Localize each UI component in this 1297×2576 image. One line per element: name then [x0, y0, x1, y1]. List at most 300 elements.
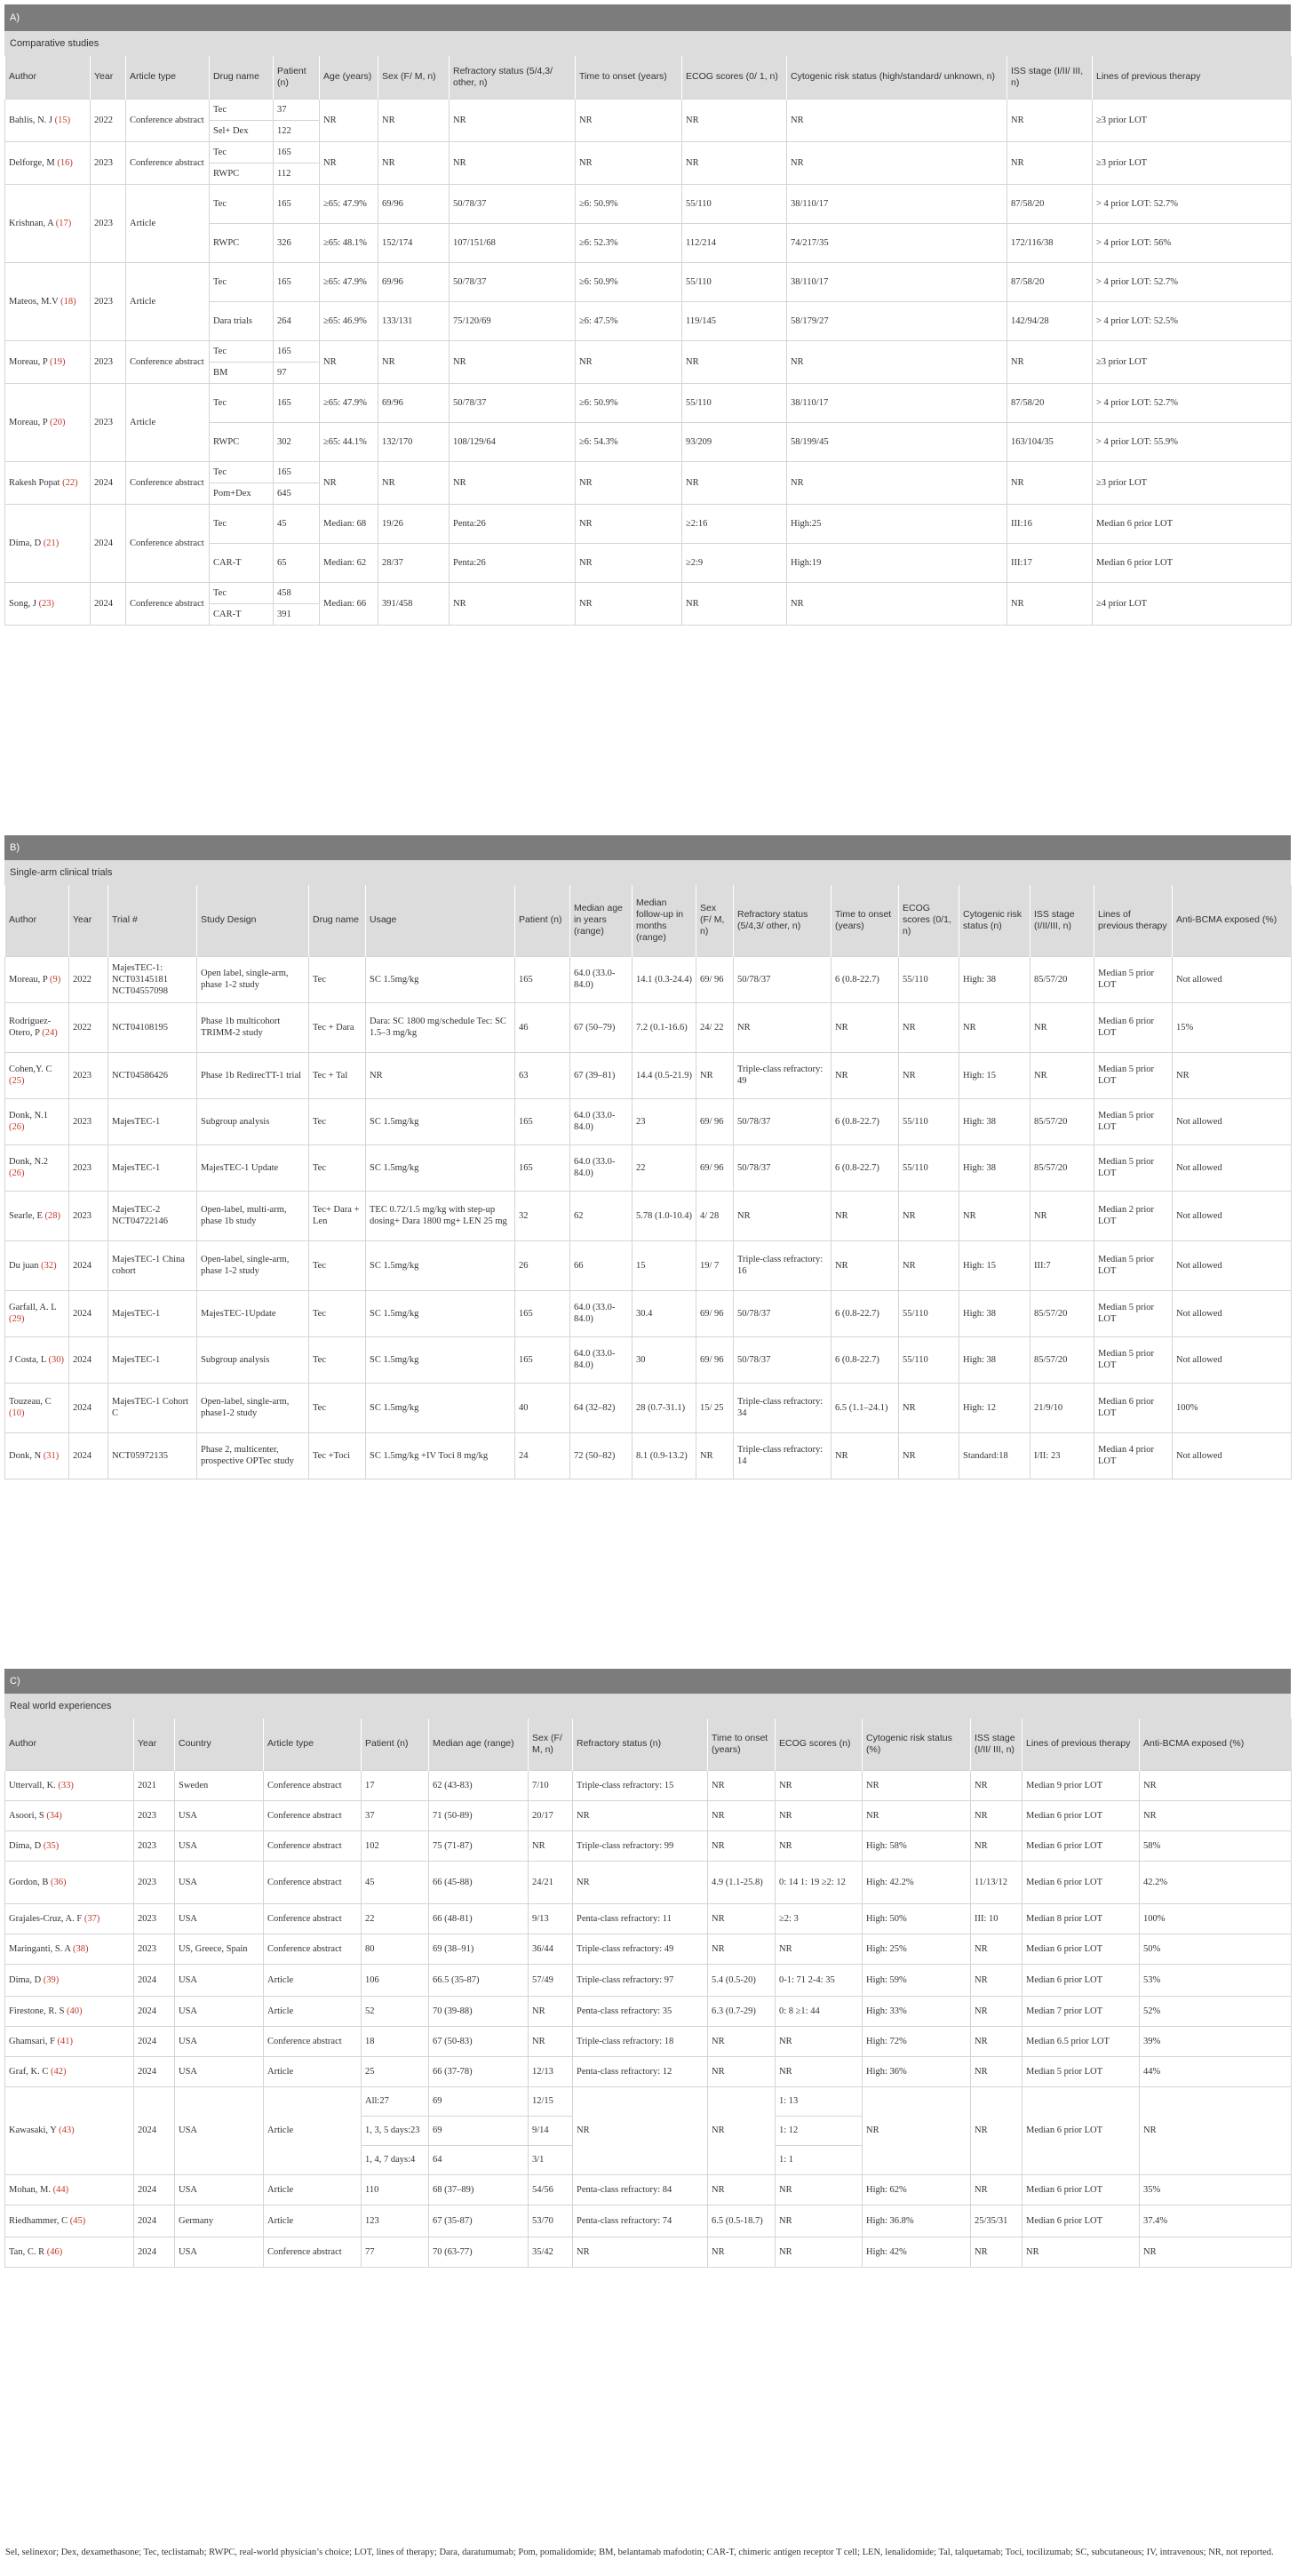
drug-name-cell: RWPC	[210, 223, 274, 262]
drug-name-cell: Dara trials	[210, 301, 274, 340]
table-row	[5, 1191, 1292, 1240]
table-cell: 5.4 (0.5-20)	[708, 1964, 776, 1996]
table-row	[5, 1336, 1292, 1383]
table-cell: 85/57/20	[1030, 1098, 1094, 1144]
table-cell: ≥6: 47.5%	[576, 301, 682, 340]
table-cell: NR	[708, 1830, 776, 1861]
table-cell: NR	[971, 1996, 1022, 2026]
author-name: Riedhammer, C	[9, 2215, 70, 2226]
table-cell: SC 1.5mg/kg	[366, 1336, 515, 1383]
author-cell	[5, 262, 91, 340]
reference-link[interactable]: (21)	[43, 538, 60, 548]
table-cell: 69/96	[378, 184, 450, 223]
table-cell: 45	[362, 1861, 429, 1903]
table-cell: Tec	[309, 1144, 366, 1191]
table-a	[4, 56, 1292, 626]
table-cell: Not allowed	[1173, 1191, 1292, 1240]
column-header: Lines of previous therapy	[1093, 56, 1292, 99]
reference-link[interactable]: (44)	[52, 2184, 69, 2195]
patient-cell: 112	[274, 163, 320, 184]
table-cell: 2023	[134, 1800, 175, 1830]
table-cell: 69/ 96	[696, 1336, 734, 1383]
table-cell: 50/78/37	[734, 956, 832, 1002]
table-cell: NR	[899, 1432, 959, 1479]
table-cell: 4/ 28	[696, 1191, 734, 1240]
reference-link[interactable]: (9)	[49, 974, 61, 985]
panel-b	[4, 835, 1291, 1479]
table-cell: High: 62%	[863, 2174, 971, 2205]
reference-link[interactable]: (23)	[38, 598, 55, 609]
reference-link[interactable]: (37)	[84, 1913, 100, 1924]
table-cell: Conference abstract	[264, 1830, 362, 1861]
table-cell: 6 (0.8-22.7)	[832, 956, 899, 1002]
column-header: Refractory status (5/4,3/ other, n)	[450, 56, 576, 99]
table-cell: USA	[175, 1903, 264, 1934]
table-cell: NR	[1140, 2086, 1292, 2174]
table-cell: Not allowed	[1173, 1290, 1292, 1336]
table-cell: 123	[362, 2205, 429, 2237]
table-cell: 70 (39-88)	[429, 1996, 529, 2026]
table-cell: Median 6 prior LOT	[1022, 2174, 1140, 2205]
table-row	[5, 956, 1292, 1002]
reference-link[interactable]: (19)	[49, 356, 66, 367]
table-cell: High: 50%	[863, 1903, 971, 1934]
reference-link[interactable]: (42)	[50, 2066, 67, 2077]
table-cell: 66	[570, 1240, 633, 1290]
table-cell: 68 (37–89)	[429, 2174, 529, 2205]
author-name: Mohan, M.	[9, 2184, 53, 2195]
reference-link[interactable]: (39)	[43, 1974, 60, 1985]
table-cell: Not allowed	[1173, 1336, 1292, 1383]
table-cell: > 4 prior LOT: 56%	[1093, 223, 1292, 262]
table-cell: MajesTEC-1	[108, 1144, 197, 1191]
table-cell: 69 (38–91)	[429, 1934, 529, 1964]
table-cell: Median 6 prior LOT	[1022, 1800, 1140, 1830]
table-row	[5, 1830, 1292, 1861]
table-cell: 36/44	[529, 1934, 573, 1964]
table-cell: 2024	[69, 1240, 108, 1290]
table-cell: NR	[320, 141, 378, 184]
table-cell: 69	[429, 2116, 529, 2145]
table-cell: High:25	[787, 504, 1007, 543]
author-cell	[5, 1002, 69, 1052]
author-name: Graf, K. C	[9, 2066, 51, 2077]
table-cell: Conference abstract	[264, 2026, 362, 2056]
table-cell: NR	[787, 461, 1007, 504]
year-cell: 2023	[91, 340, 126, 383]
table-cell: High: 38	[959, 1098, 1030, 1144]
table-cell: 30.4	[633, 1290, 696, 1336]
table-cell: ≥65: 47.9%	[320, 383, 378, 422]
drug-name-cell: BM	[210, 362, 274, 383]
table-cell: 2022	[69, 956, 108, 1002]
author-cell	[5, 2205, 134, 2237]
table-cell: Tec	[309, 956, 366, 1002]
column-header: Drug name	[309, 885, 366, 956]
table-cell: Median 5 prior LOT	[1094, 1144, 1173, 1191]
table-cell: 50/78/37	[734, 1290, 832, 1336]
author-name: Asoori, S	[9, 1810, 47, 1821]
table-cell: Conference abstract	[264, 1861, 362, 1903]
table-cell: NR	[529, 1830, 573, 1861]
table-row	[5, 1861, 1292, 1903]
table-cell: Median 8 prior LOT	[1022, 1903, 1140, 1934]
table-cell: NR	[776, 1770, 863, 1800]
column-header: Time to onset (years)	[708, 1719, 776, 1770]
table-cell: NR	[1022, 2237, 1140, 2267]
table-cell: Not allowed	[1173, 956, 1292, 1002]
table-cell: NR	[576, 141, 682, 184]
author-name: Delforge, M	[9, 157, 58, 168]
year-cell: 2024	[91, 461, 126, 504]
column-header: Author	[5, 56, 91, 99]
reference-link[interactable]: (43)	[59, 2125, 75, 2135]
table-cell: 100%	[1140, 1903, 1292, 1934]
table-cell: Dara: SC 1800 mg/schedule Tec: SC 1.5–3 mg/kg	[366, 1002, 515, 1052]
table-row	[5, 99, 1292, 120]
table-cell: NR	[708, 2026, 776, 2056]
reference-link[interactable]: (40)	[67, 2006, 83, 2016]
table-cell: 66 (45-88)	[429, 1861, 529, 1903]
table-cell: 85/57/20	[1030, 1290, 1094, 1336]
table-cell: NR	[787, 99, 1007, 141]
table-cell: NR	[787, 141, 1007, 184]
table-cell: NR	[529, 2026, 573, 2056]
table-cell: MajesTEC-1 Cohort C	[108, 1383, 197, 1432]
reference-link[interactable]: (17)	[55, 218, 72, 228]
table-cell: Subgroup analysis	[197, 1336, 309, 1383]
table-cell: NR	[708, 2174, 776, 2205]
table-b	[4, 885, 1292, 1479]
year-cell: 2024	[91, 582, 126, 625]
table-cell: NR	[708, 1800, 776, 1830]
table-cell: NR	[708, 1934, 776, 1964]
table-cell: 85/57/20	[1030, 956, 1094, 1002]
reference-link[interactable]: (25)	[9, 1076, 25, 1086]
reference-link[interactable]: (35)	[43, 1840, 60, 1851]
table-cell: High: 25%	[863, 1934, 971, 1964]
author-cell	[5, 1770, 134, 1800]
column-header: Drug name	[210, 56, 274, 99]
author-name: Kawasaki, Y	[9, 2125, 60, 2135]
table-row	[5, 1144, 1292, 1191]
table-cell: Median 6 prior LOT	[1022, 1964, 1140, 1996]
table-cell: 75/120/69	[450, 301, 576, 340]
drug-name-cell: Sel+ Dex	[210, 120, 274, 141]
table-cell: 87/58/20	[1007, 383, 1093, 422]
table-cell: 85/57/20	[1030, 1336, 1094, 1383]
table-cell: Not allowed	[1173, 1098, 1292, 1144]
table-cell: Median 5 prior LOT	[1094, 1240, 1173, 1290]
table-cell: USA	[175, 2086, 264, 2174]
table-cell: Tec	[309, 1098, 366, 1144]
author-name: Grajales-Cruz, A. F	[9, 1913, 84, 1924]
author-name: Touzeau, C	[9, 1397, 52, 1407]
table-c	[4, 1719, 1292, 2268]
table-cell: 2023	[69, 1144, 108, 1191]
table-cell: 23	[633, 1098, 696, 1144]
reference-link[interactable]: (33)	[58, 1780, 74, 1790]
table-cell: ≥65: 44.1%	[320, 422, 378, 461]
patient-cell: 65	[274, 543, 320, 582]
panel-c-title: Real world experiences	[4, 1694, 1291, 1719]
table-cell: NR	[682, 340, 787, 383]
table-cell: 2023	[134, 1861, 175, 1903]
table-cell: NR	[776, 2237, 863, 2267]
table-cell: NR	[1007, 461, 1093, 504]
table-cell: 64.0 (33.0-84.0)	[570, 1290, 633, 1336]
author-name: Donk, N	[9, 1450, 44, 1461]
table-cell: 57/49	[529, 1964, 573, 1996]
column-header: ECOG scores (0/ 1, n)	[682, 56, 787, 99]
table-cell: 0: 8 ≥1: 44	[776, 1996, 863, 2026]
table-cell: Conference abstract	[264, 1770, 362, 1800]
table-row	[5, 2237, 1292, 2267]
table-cell: MajesTEC-2 NCT04722146	[108, 1191, 197, 1240]
table-cell: TEC 0.72/1.5 mg/kg with step-up dosing+ Dara 1800 mg+ LEN 25 mg	[366, 1191, 515, 1240]
table-row	[5, 1290, 1292, 1336]
table-cell: 22	[362, 1903, 429, 1934]
table-cell: 37.4%	[1140, 2205, 1292, 2237]
reference-link[interactable]: (20)	[49, 417, 66, 427]
table-cell: 2024	[69, 1336, 108, 1383]
reference-link[interactable]: (29)	[9, 1314, 25, 1324]
author-cell	[5, 1290, 69, 1336]
table-cell: NR	[708, 2237, 776, 2267]
drug-name-cell: Tec	[210, 383, 274, 422]
table-cell: ≥6: 52.3%	[576, 223, 682, 262]
table-cell: 22	[633, 1144, 696, 1191]
author-name: Donk, N.2	[9, 1157, 49, 1167]
table-cell: 64.0 (33.0-84.0)	[570, 1336, 633, 1383]
table-cell: 67 (35-87)	[429, 2205, 529, 2237]
table-cell: Penta:26	[450, 543, 576, 582]
reference-link[interactable]: (15)	[54, 115, 71, 125]
table-cell: NR	[776, 1934, 863, 1964]
author-name: Gordon, B	[9, 1877, 51, 1887]
table-cell: 64 (32–82)	[570, 1383, 633, 1432]
author-name: Rakesh Popat	[9, 477, 63, 488]
table-row	[5, 2205, 1292, 2237]
table-cell: NR	[450, 582, 576, 625]
table-cell: Tec+ Dara + Len	[309, 1191, 366, 1240]
column-header: Lines of previous therapy	[1022, 1719, 1140, 1770]
table-cell: Median 5 prior LOT	[1094, 1098, 1173, 1144]
table-cell: Penta-class refractory: 35	[573, 1996, 708, 2026]
author-cell	[5, 2026, 134, 2056]
table-cell: NR	[1030, 1191, 1094, 1240]
table-cell: 1: 1	[776, 2145, 863, 2174]
patient-cell: 45	[274, 504, 320, 543]
table-cell: Median 6 prior LOT	[1022, 1861, 1140, 1903]
table-cell: NR	[899, 1383, 959, 1432]
author-cell	[5, 1996, 134, 2026]
table-row	[5, 2174, 1292, 2205]
table-cell: NR	[899, 1002, 959, 1052]
table-cell: High: 59%	[863, 1964, 971, 1996]
patient-cell: 165	[274, 383, 320, 422]
table-cell: NR	[450, 99, 576, 141]
table-cell: 50/78/37	[450, 262, 576, 301]
table-cell: III:16	[1007, 504, 1093, 543]
table-cell: High: 36%	[863, 2056, 971, 2086]
table-cell: Triple-class refractory: 14	[734, 1432, 832, 1479]
reference-link[interactable]: (24)	[42, 1028, 58, 1038]
table-cell: 9/14	[529, 2116, 573, 2145]
table-cell: USA	[175, 2174, 264, 2205]
drug-name-cell: RWPC	[210, 163, 274, 184]
column-header: Patient (n)	[274, 56, 320, 99]
table-cell: 6 (0.8-22.7)	[832, 1290, 899, 1336]
table-cell: 2024	[69, 1383, 108, 1432]
table-row	[5, 1903, 1292, 1934]
author-cell	[5, 1336, 69, 1383]
table-cell: Not allowed	[1173, 1432, 1292, 1479]
table-cell: 119/145	[682, 301, 787, 340]
author-cell	[5, 956, 69, 1002]
table-cell: NR	[576, 543, 682, 582]
table-row	[5, 582, 1292, 603]
table-cell: MajesTEC-1Update	[197, 1290, 309, 1336]
table-cell: 18	[362, 2026, 429, 2056]
table-cell: Median 6 prior LOT	[1022, 1830, 1140, 1861]
table-cell: 132/170	[378, 422, 450, 461]
author-cell	[5, 461, 91, 504]
table-cell: Conference abstract	[264, 1934, 362, 1964]
reference-link[interactable]: (16)	[57, 157, 73, 168]
reference-link[interactable]: (34)	[46, 1810, 62, 1821]
table-cell: 2024	[69, 1290, 108, 1336]
table-cell: High: 36.8%	[863, 2205, 971, 2237]
author-cell	[5, 1830, 134, 1861]
table-cell: NR	[378, 99, 450, 141]
table-cell: 110	[362, 2174, 429, 2205]
column-header: Author	[5, 885, 69, 956]
table-cell: 55/110	[899, 956, 959, 1002]
reference-link[interactable]: (22)	[62, 477, 78, 488]
table-cell: NR	[573, 2086, 708, 2174]
table-cell: NR	[863, 1770, 971, 1800]
column-header: Trial #	[108, 885, 197, 956]
reference-link[interactable]: (30)	[48, 1354, 65, 1365]
table-cell: 165	[515, 956, 570, 1002]
table-cell: MajesTEC-1 China cohort	[108, 1240, 197, 1290]
table-cell: Article	[264, 2086, 362, 2174]
table-cell: 15	[633, 1240, 696, 1290]
reference-link[interactable]: (31)	[43, 1450, 60, 1461]
table-cell: NR	[573, 1800, 708, 1830]
table-cell: NR	[971, 2086, 1022, 2174]
patient-cell: 165	[274, 141, 320, 163]
reference-link[interactable]: (28)	[44, 1210, 61, 1221]
table-cell: 5.78 (1.0-10.4)	[633, 1191, 696, 1240]
column-header: Cytogenic risk status (%)	[863, 1719, 971, 1770]
table-cell: NR	[832, 1052, 899, 1098]
table-cell: NR	[378, 461, 450, 504]
table-cell: 39%	[1140, 2026, 1292, 2056]
table-cell: Penta-class refractory: 11	[573, 1903, 708, 1934]
drug-name-cell: Tec	[210, 340, 274, 362]
reference-link[interactable]: (26)	[9, 1122, 25, 1132]
table-row	[5, 262, 1292, 301]
author-name: Mateos, M.V	[9, 296, 61, 307]
patient-cell: 37	[274, 99, 320, 120]
reference-link[interactable]: (36)	[50, 1877, 67, 1887]
table-cell: NR	[863, 1800, 971, 1830]
table-cell: NR	[899, 1191, 959, 1240]
column-header: Age (years)	[320, 56, 378, 99]
patient-cell: 1, 4, 7 days:4	[362, 2145, 429, 2174]
column-header: Cytogenic risk status (high/standard/ unknown, n)	[787, 56, 1007, 99]
reference-link[interactable]: (10)	[9, 1408, 25, 1418]
reference-link[interactable]: (46)	[46, 2246, 63, 2257]
table-cell: 2024	[134, 2056, 175, 2086]
column-header: Lines of previous therapy	[1094, 885, 1173, 956]
patient-cell: All:27	[362, 2086, 429, 2116]
table-cell: NR	[971, 2237, 1022, 2267]
table-cell: > 4 prior LOT: 52.7%	[1093, 184, 1292, 223]
column-header: ECOG scores (0/1, n)	[899, 885, 959, 956]
table-cell: Standard:18	[959, 1432, 1030, 1479]
reference-link[interactable]: (18)	[60, 296, 76, 307]
table-cell: NR	[378, 340, 450, 383]
patient-cell: 122	[274, 120, 320, 141]
table-cell: > 4 prior LOT: 52.7%	[1093, 383, 1292, 422]
author-name: Song, J	[9, 598, 39, 609]
table-cell: NR	[959, 1002, 1030, 1052]
table-cell: 71 (50-89)	[429, 1800, 529, 1830]
table-cell: NR	[863, 2086, 971, 2174]
table-cell: 69/96	[378, 383, 450, 422]
reference-link[interactable]: (26)	[9, 1168, 25, 1178]
table-cell: 52%	[1140, 1996, 1292, 2026]
column-header: Refractory status (5/4,3/ other, n)	[734, 885, 832, 956]
table-cell: 2024	[134, 1996, 175, 2026]
reference-link[interactable]: (38)	[73, 1943, 89, 1954]
column-header: Article type	[264, 1719, 362, 1770]
table-cell: ≥2:16	[682, 504, 787, 543]
author-name: J Costa, L	[9, 1354, 49, 1365]
reference-link[interactable]: (45)	[69, 2215, 86, 2226]
table-cell: NR	[708, 2086, 776, 2174]
table-cell: > 4 prior LOT: 52.7%	[1093, 262, 1292, 301]
column-header: Author	[5, 1719, 134, 1770]
table-cell: 19/26	[378, 504, 450, 543]
author-cell	[5, 1052, 69, 1098]
table-cell: High: 72%	[863, 2026, 971, 2056]
table-cell: 42.2%	[1140, 1861, 1292, 1903]
author-name: Rodriguez-Otero, P	[9, 1017, 52, 1038]
table-cell: 108/129/64	[450, 422, 576, 461]
table-cell: 28/37	[378, 543, 450, 582]
table-cell: 1: 12	[776, 2116, 863, 2145]
table-cell: Tec	[309, 1290, 366, 1336]
table-cell: USA	[175, 2237, 264, 2267]
table-cell: 6 (0.8-22.7)	[832, 1098, 899, 1144]
table-cell: Median 5 prior LOT	[1094, 1052, 1173, 1098]
table-cell: 26	[515, 1240, 570, 1290]
table-cell: ≥6: 54.3%	[576, 422, 682, 461]
table-cell: NR	[696, 1052, 734, 1098]
table-cell: 6.5 (0.5-18.7)	[708, 2205, 776, 2237]
reference-link[interactable]: (41)	[57, 2036, 74, 2046]
table-cell: NR	[1173, 1052, 1292, 1098]
table-cell: USA	[175, 1996, 264, 2026]
table-cell: NR	[682, 461, 787, 504]
column-header: Study Design	[197, 885, 309, 956]
table-cell: Subgroup analysis	[197, 1098, 309, 1144]
reference-link[interactable]: (32)	[41, 1260, 57, 1271]
